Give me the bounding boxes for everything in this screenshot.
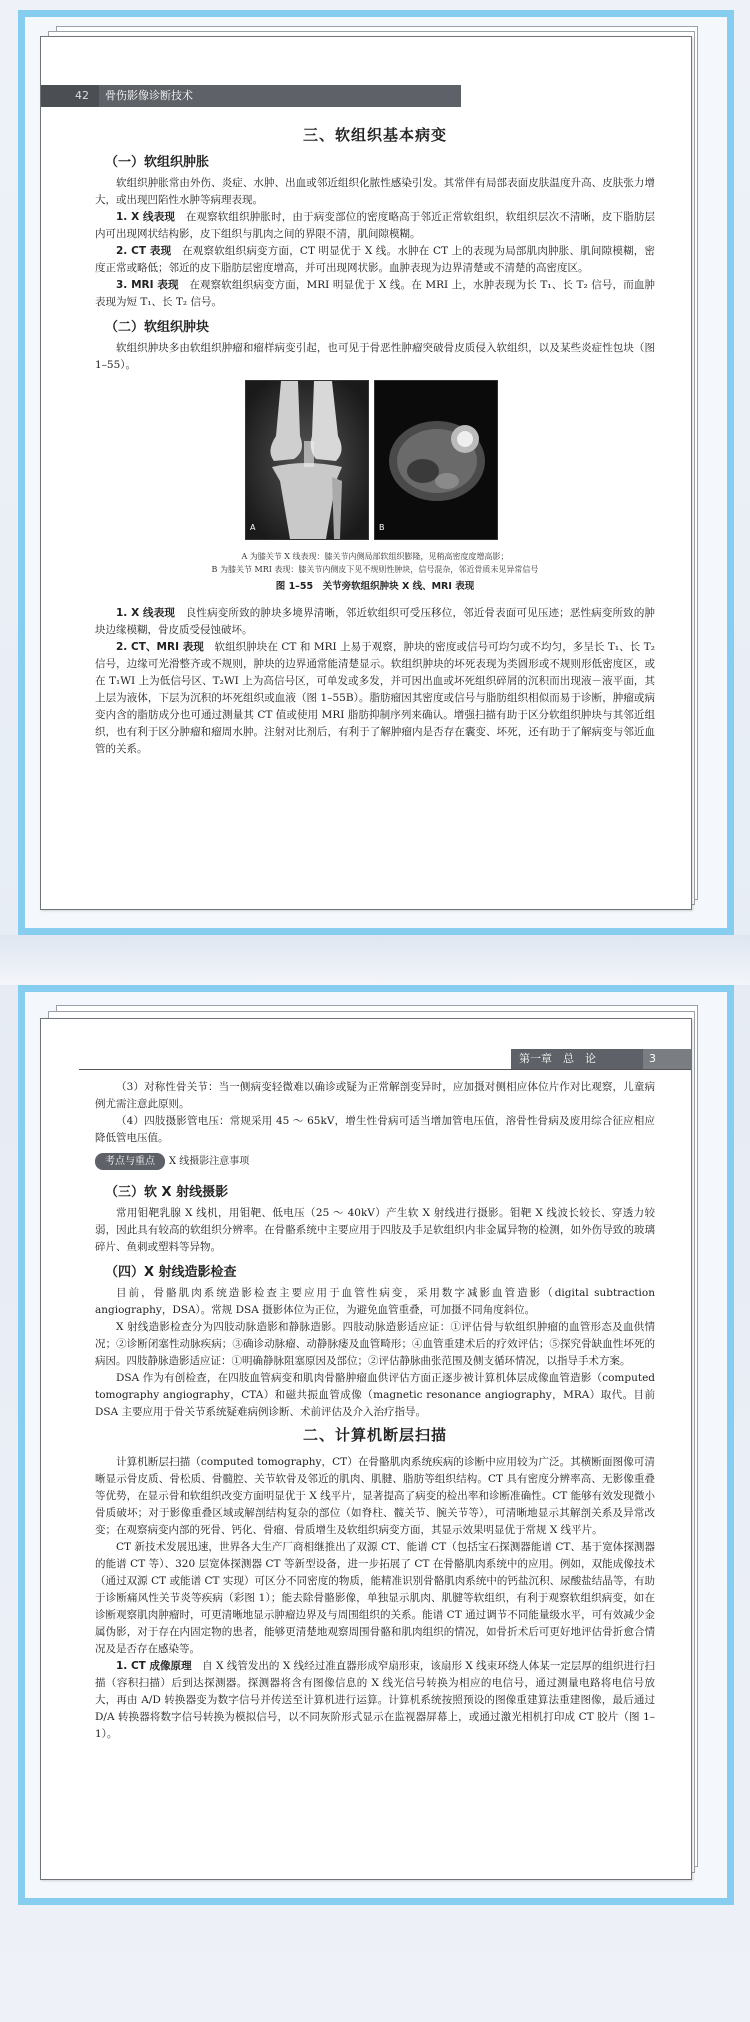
chapter-label: 第一章 总 论 <box>519 1052 596 1065</box>
paragraph <box>95 1658 655 1743</box>
page-gap <box>0 935 750 985</box>
item-text: 在观察软组织肿胀时，由于病变部位的密度略高于邻近正常软组织，软组织层次不清晰，皮下脂肪层内可出现网状结构影，皮下组织与肌肉之间的界限不清，肌间隙模糊。 <box>95 211 656 240</box>
section-heading: （四）X 射线造影检查 <box>105 1265 237 1280</box>
figure-note-a: A 为膝关节 X 线表现：膝关节内侧局部软组织膨隆，见稍高密度度增高影； <box>241 552 509 561</box>
paragraph: （4）四肢摄影管电压：常规采用 45 ～ 65kV，增生性骨病可适当增加管电压值，溶骨性骨病及废用综合征应相应降低管电压值。 <box>95 1115 655 1144</box>
running-header <box>41 85 461 107</box>
item-text: 自 X 线管发出的 X 线经过准直器形成窄扇形束，该扇形 X 线束环绕人体某一定层厚的组织进行扫描（容积扫描）后到达探测器。探测器将含有图像信息的 X 线光信号转换为相应的电信号，通过测量电路将电信号放大，再由 A/D 转换器变为数字信号并传送至计算机进行运算。计算机系统按照预设的图像重建算法重建图像，最后通过 D/A 转换器将数字信号转换为模拟信号，以不同灰阶形式显示在监视器屏幕上，或通过激光相机打印成 CT 胶片（图 1–1）。 <box>95 1660 656 1740</box>
item-label: 2. CT 表现 <box>116 245 172 257</box>
book-title: 骨伤影像诊断技术 <box>105 89 193 102</box>
figure <box>95 380 655 548</box>
section-heading: （三）软 X 射线摄影 <box>105 1185 229 1200</box>
paragraph: 目前，骨骼肌肉系统造影检查主要应用于血管性病变，采用数字减影血管造影（digital subtraction angiography，DSA）。常规 DSA 摄影体位为正位，为避免血管重叠，可加摄不同角度斜位。 <box>95 1287 655 1316</box>
paragraph <box>95 209 655 243</box>
knee-xray-image <box>245 380 369 540</box>
item-label: 2. CT、MRI 表现 <box>116 641 204 653</box>
section-heading: （二）软组织肿块 <box>105 320 210 335</box>
paragraph: 常用钼靶乳腺 X 线机，用钼靶、低电压（25 ～ 40kV）产生软 X 射线进行摄影。钼靶 X 线波长较长、穿透力较弱，因此具有较高的软组织分辨率。在骨骼系统中主要应用于四肢及手足软组织内非金属异物的检测，如外伤导致的玻璃碎片、鱼刺或塑料等异物。 <box>95 1207 655 1253</box>
item-text: 在观察软组织病变方面，MRI 明显优于 X 线。在 MRI 上，水肿表现为长 T₁、长 T₂ 信号，而血肿表现为短 T₁、长 T₂ 信号。 <box>95 279 656 308</box>
paragraph: CT 新技术发展迅速，世界各大生产厂商相继推出了双源 CT、能谱 CT（包括宝石探测器能谱 CT、基于宽体探测器的能谱 CT 等）、320 层宽体探测器 CT 等新型设备，进一步拓展了 CT 在骨骼肌肉系统中的应用。例如，双能成像技术（通过双源 CT 或能谱 CT 实现）可区分不同密度的物质，能精准识别骨骼肌肉系统中的钙盐沉积、尿酸盐结晶等，有助于诊断痛风性关节炎等疾病（彩图 1）；能去除骨骼影像，单独显示肌肉、肌腱等软组织，有利于观察软组织病变，如在诊断观察肌肉肿瘤时，可更清晰地显示肿瘤边界及与周围组织的关系。能谱 CT 通过调节不同能量级水平，可有效减少金属伪影，对于存在内固定物的患者，能够更清楚地观察周围骨骼和肌肉组织的情况，如骨折术后可更好地评估骨折愈合情况及是否存在感染等。 <box>95 1541 655 1655</box>
figure-note-b: B 为膝关节 MRI 表现：膝关节内侧皮下见不规则性肿块，信号混杂，邻近骨质未见异常信号 <box>211 565 539 574</box>
figure-label-b: B <box>379 523 385 532</box>
paragraph: 软组织肿胀常由外伤、炎症、水肿、出血或邻近组织化脓性感染引发。其常伴有局部表面皮肤温度升高、皮肤张力增大，或出现凹陷性水肿等病理表现。 <box>95 177 655 206</box>
paragraph <box>95 243 655 277</box>
header-rule <box>79 1069 691 1070</box>
figure-notes <box>95 550 655 576</box>
page-content <box>95 1079 655 1743</box>
page-number: 42 <box>41 85 99 107</box>
item-label: 1. X 线表现 <box>116 211 176 223</box>
book-page-3 <box>40 1018 692 1880</box>
item-label: 3. MRI 表现 <box>116 279 179 291</box>
item-label: 1. CT 成像原理 <box>116 1660 192 1672</box>
key-point-badge: 考点与重点 <box>95 1153 165 1170</box>
section-heading: （一）软组织肿胀 <box>105 155 210 170</box>
paragraph <box>95 639 655 758</box>
page-number: 3 <box>643 1049 691 1069</box>
figure-caption: 图 1–55 关节旁软组织肿块 X 线、MRI 表现 <box>275 581 475 592</box>
paragraph: 软组织肿块多由软组织肿瘤和瘤样病变引起，也可见于骨恶性肿瘤突破骨皮质侵入软组织，以及某些炎症性包块（图 1–55）。 <box>95 342 655 371</box>
paragraph: 计算机断层扫描（computed tomography，CT）在骨骼肌肉系统疾病的诊断中应用较为广泛。其横断面图像可清晰显示骨皮质、骨松质、骨髓腔、关节软骨及邻近的肌肉、肌腱、脂肪等组织结构。CT 具有密度分辨率高、无影像重叠等优势，在显示骨和软组织改变方面明显优于 X 线平片，显著提高了病变的检出率和诊断准确性。CT 能够有效发现微小骨质破坏；对于影像重叠区域或解剖结构复杂的部位（如脊柱、髋关节、腕关节等），可清晰地显示其解剖关系及异常改变；在观察病变内部的死骨、钙化、骨瘤、骨质增生及软组织病变方面，其显示效果明显优于常规 X 线平片。 <box>95 1456 655 1536</box>
page-content <box>95 121 655 758</box>
paragraph: X 射线造影检查分为四肢动脉造影和静脉造影。四肢动脉造影适应证：①评估骨与软组织肿瘤的血管形态及血供情况；②诊断闭塞性动脉疾病；③确诊动脉瘤、动静脉瘘及血管畸形；④血管重建术后的疗效评估；⑤探究骨缺血性坏死的病因。四肢静脉造影适应证：①明确静脉阻塞原因及部位；②评估静脉曲张范围及侧支循环情况，以指导手术方案。 <box>95 1321 655 1367</box>
paragraph <box>95 277 655 311</box>
book-page-42 <box>40 36 692 910</box>
key-point-text: X 线摄影注意事项 <box>169 1156 250 1167</box>
chapter-heading: 二、计算机断层扫描 <box>302 1426 447 1444</box>
item-label: 1. X 线表现 <box>116 607 176 619</box>
paragraph <box>95 605 655 639</box>
chapter-heading: 三、软组织基本病变 <box>302 126 447 144</box>
item-text: 软组织肿块在 CT 和 MRI 上易于观察，肿块的密度或信号可均匀或不均匀，多呈长 T₁、长 T₂ 信号，边缘可光滑整齐或不规则，肿块的边界通常能清楚显示。软组织肿块的坏死表现为类圆形或不规则形低密度区，或在 T₁WI 上为低信号区、T₂WI 上为高信号区，可单发或多发，并可因出血或坏死组织碎屑的沉积而出现液－液平面，其上层为液体，下层为沉积的坏死组织或血液（图 1–55B）。脂肪瘤因其密度或信号与脂肪组织相似而易于诊断，肿瘤或病变内含的脂肪成分也可通过测量其 CT 值或使用 MRI 脂肪抑制序列来确认。增强扫描有助于区分软组织肿块与其邻近组织，也有利于区分肿瘤和瘤周水肿。注射对比剂后，有利于了解肿瘤内是否存在囊变、坏死，还有助于了解病变与邻近血管的关系。 <box>95 641 656 755</box>
knee-mri-image <box>374 380 498 540</box>
item-text: 在观察软组织病变方面，CT 明显优于 X 线。水肿在 CT 上的表现为局部肌肉肿胀、肌间隙模糊，密度正常或略低；邻近的皮下脂肪层密度增高，并可出现网状影。血肿表现为边界清楚或不清楚的高密度区。 <box>95 245 655 274</box>
key-point-box <box>95 1147 655 1176</box>
paragraph: DSA 作为有创检查，在四肢血管病变和肌肉骨骼肿瘤血供评估方面正逐步被计算机体层成像血管造影（computed tomography angiography，CTA）和磁共振血管成像（magnetic resonance angiography，MRA）取代。目前 DSA 主要应用于骨关节系统疑难病例诊断、术前评估及介入治疗指导。 <box>95 1372 655 1418</box>
running-header <box>511 1049 691 1069</box>
figure-label-a: A <box>250 523 256 532</box>
paragraph: （3）对称性骨关节：当一侧病变轻微难以确诊或疑为正常解剖变异时，应加摄对侧相应体位片作对比观察，儿童病例尤需注意此原则。 <box>95 1081 655 1110</box>
item-text: 良性病变所致的肿块多境界清晰，邻近软组织可受压移位，邻近骨表面可见压迹；恶性病变所致的肿块边缘模糊，骨皮质受侵蚀破坏。 <box>95 607 656 636</box>
